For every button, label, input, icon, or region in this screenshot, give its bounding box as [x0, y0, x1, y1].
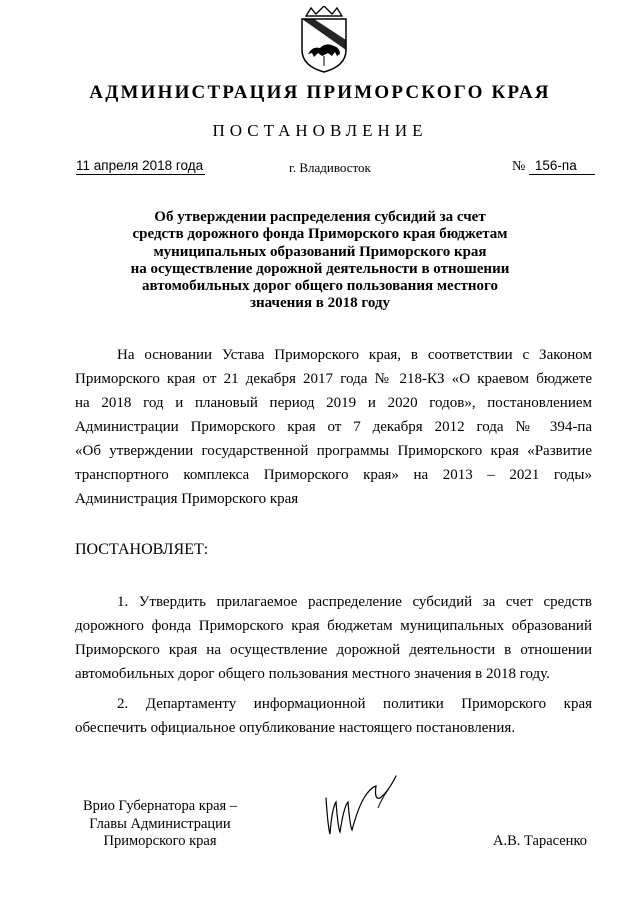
preamble-line: транспортного комплекса Приморского края» на 2013 – 2021 годы» [75, 467, 592, 483]
position-line: Приморского края [103, 833, 217, 849]
document-title [100, 209, 540, 313]
title-line: средств дорожного фонда Приморского края бюджетам [132, 226, 508, 243]
coat-of-arms-icon [294, 6, 354, 74]
preamble-line: На основании Устава Приморского края, в соответствии с Законом [117, 347, 592, 363]
document-city: г. Владивосток [289, 160, 371, 175]
preamble-paragraph [75, 343, 592, 511]
item-2-line: обеспечить официальное опубликование настоящего постановления. [75, 720, 516, 736]
preamble-line: Администрации Приморского края от 7 декабря 2012 года № 394-па [75, 419, 592, 435]
number-value: 156-па [529, 158, 595, 175]
number-sign: № [512, 159, 526, 174]
document-type: ПОСТАНОВЛЕНИЕ [212, 121, 428, 140]
title-line: значения в 2018 году [249, 295, 391, 312]
signatory-position [60, 798, 260, 851]
preamble-line: на 2018 год и плановый период 2019 и 2020 годов», постановлением [75, 395, 592, 411]
handwritten-signature-icon [318, 768, 408, 844]
preamble-line: Приморского края от 21 декабря 2017 года № 218-КЗ «О краевом бюджете [75, 371, 592, 387]
position-line: Главы Администрации [89, 815, 231, 832]
preamble-line: «Об утверждении государственной программы Приморского края «Развитие [75, 443, 592, 459]
document-date: 11 апреля 2018 года [76, 158, 204, 173]
title-line: автомобильных дорог общего пользования местного [141, 278, 498, 295]
title-line: на осуществление дорожной деятельности в отношении [130, 260, 510, 277]
title-line: Об утверждении распределения субсидий за счет [154, 209, 486, 225]
decree-word: ПОСТАНОВЛЯЕТ: [75, 541, 209, 558]
item-1-line: автомобильных дорог общего пользования местного значения в 2018 году. [75, 666, 550, 682]
title-line: муниципальных образований Приморского края [153, 243, 487, 260]
item-2-line: 2. Департаменту информационной политики Приморского края [117, 696, 592, 712]
position-line: Врио Губернатора края – [82, 798, 238, 814]
document-number [512, 158, 595, 175]
signatory-name: А.В. Тарасенко [493, 833, 588, 849]
item-2-paragraph [75, 692, 592, 740]
item-1-paragraph [75, 590, 592, 686]
item-1-line: 1. Утвердить прилагаемое распределение субсидий за счет средств [117, 594, 592, 610]
item-1-line: Приморского края на осуществление дорожной деятельности в отношении [75, 642, 592, 658]
agency-name: АДМИНИСТРАЦИЯ ПРИМОРСКОГО КРАЯ [89, 82, 551, 103]
item-1-line: дорожного фонда Приморского края бюджетам муниципальных образований [75, 618, 592, 634]
preamble-line: Администрация Приморского края [75, 491, 299, 507]
